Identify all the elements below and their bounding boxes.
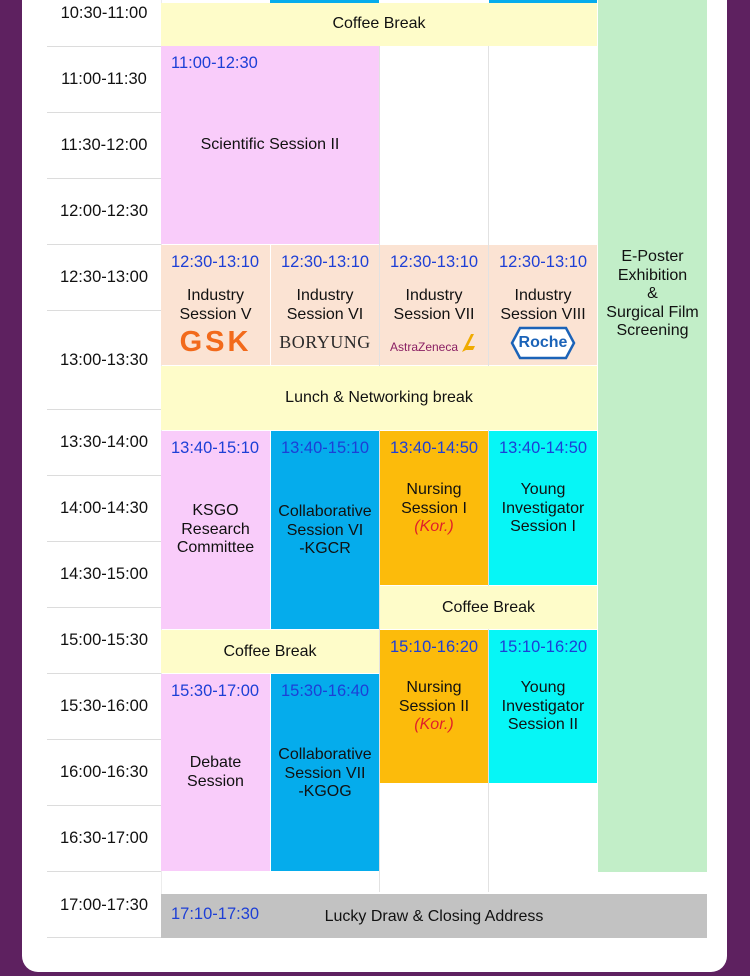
session-time: 12:30-13:10 xyxy=(281,253,370,271)
time-label: 12:00-12:30 xyxy=(59,202,149,220)
row-divider xyxy=(47,244,161,245)
scientific-session-block[interactable] xyxy=(161,46,379,244)
session-time: 12:30-13:10 xyxy=(171,253,260,271)
row-divider xyxy=(47,310,161,311)
session-title-line: Nursing xyxy=(406,679,462,696)
debate-session-block[interactable] xyxy=(161,674,270,871)
time-label: 13:00-13:30 xyxy=(59,351,149,369)
session-title-line: Session VII xyxy=(393,305,475,323)
boryung-logo: BORYUNG xyxy=(279,332,371,352)
young-investigator-session-block[interactable] xyxy=(489,630,597,783)
time-label: 15:00-15:30 xyxy=(59,631,149,649)
row-divider xyxy=(47,541,161,542)
session-title-line: Young xyxy=(520,679,566,696)
time-label: 12:30-13:00 xyxy=(59,268,149,286)
eposter-line: Screening xyxy=(616,322,689,339)
time-label: 10:30-11:00 xyxy=(60,4,148,22)
session-title-line: Session VI xyxy=(286,305,364,323)
astrazeneca-symbol-icon xyxy=(459,332,477,354)
closing-block[interactable] xyxy=(161,894,707,938)
session-title-line: Industry xyxy=(405,287,463,304)
time-label: 11:30-12:00 xyxy=(60,136,148,154)
session-time: 12:30-13:10 xyxy=(390,253,479,271)
session-time: 13:40-14:50 xyxy=(390,439,479,457)
session-time: 15:10-16:20 xyxy=(390,638,479,656)
industry-session-block[interactable] xyxy=(161,245,270,365)
time-label: 17:00-17:30 xyxy=(59,896,149,914)
korean-language-note: (Kor.) xyxy=(414,518,454,535)
row-divider xyxy=(47,409,161,410)
session-time: 12:30-13:10 xyxy=(499,253,588,271)
session-title-line: KSGO xyxy=(192,502,239,519)
nursing-session-block[interactable] xyxy=(380,431,488,585)
session-time: 13:40-15:10 xyxy=(281,439,370,457)
coffee-break-label: Coffee Break xyxy=(223,643,317,660)
session-title-line: Session VIII xyxy=(500,305,586,323)
coffee-break-label: Coffee Break xyxy=(441,599,536,616)
eposter-block[interactable] xyxy=(598,0,707,872)
session-title: Scientific Session II xyxy=(200,136,340,153)
row-divider xyxy=(47,46,161,47)
row-divider xyxy=(47,607,161,608)
coffee-break-label: Coffee Break xyxy=(332,15,426,32)
collaborative-session-block[interactable] xyxy=(271,431,379,629)
row-divider xyxy=(47,178,161,179)
session-title-line: Young xyxy=(520,481,566,498)
nursing-session-block[interactable] xyxy=(380,630,488,783)
young-investigator-session-block[interactable] xyxy=(489,431,597,585)
session-time: 15:10-16:20 xyxy=(499,638,588,656)
session-title-line: Session II xyxy=(398,697,470,715)
astrazeneca-logo: AstraZeneca xyxy=(390,340,459,354)
session-time: 15:30-16:40 xyxy=(281,682,370,700)
eposter-line: Exhibition xyxy=(617,266,688,284)
session-title-line: Nursing xyxy=(406,481,462,498)
gsk-logo: GSK xyxy=(179,326,252,358)
korean-language-note: (Kor.) xyxy=(414,716,454,733)
roche-logo-text: Roche xyxy=(518,334,568,351)
session-title-line: -KGCR xyxy=(299,540,351,557)
session-title-line: Investigator xyxy=(501,499,585,517)
time-label: 14:30-15:00 xyxy=(59,565,149,583)
ksgo-session-block[interactable] xyxy=(161,431,270,629)
session-title-line: Collaborative xyxy=(278,503,372,520)
coffee-break-block[interactable] xyxy=(380,586,597,629)
time-label: 11:00-11:30 xyxy=(61,70,147,88)
session-title-line: Session xyxy=(187,772,244,790)
row-divider xyxy=(47,739,161,740)
session-title-line: Session I xyxy=(510,518,576,535)
time-label: 16:00-16:30 xyxy=(59,763,149,781)
session-time: 11:00-12:30 xyxy=(171,54,258,72)
session-title-line: Collaborative xyxy=(278,746,372,763)
coffee-break-block[interactable] xyxy=(161,3,597,46)
time-label: 14:00-14:30 xyxy=(59,499,149,517)
row-divider xyxy=(47,673,161,674)
row-divider xyxy=(47,937,161,938)
session-title-line: Session I xyxy=(401,499,467,517)
session-title-line: -KGOG xyxy=(298,783,352,800)
row-divider xyxy=(47,475,161,476)
session-title-line: Session VII xyxy=(284,764,366,782)
time-label: 15:30-16:00 xyxy=(59,697,149,715)
session-time: 13:40-14:50 xyxy=(499,439,588,457)
time-label: 16:30-17:00 xyxy=(59,829,149,847)
session-title-line: Research xyxy=(181,520,250,538)
session-title-line: Industry xyxy=(514,287,572,304)
session-title-line: Industry xyxy=(187,287,244,304)
row-divider xyxy=(47,871,161,872)
eposter-line: Surgical Film xyxy=(606,303,699,321)
eposter-line: E-Poster xyxy=(621,248,684,265)
lunch-block[interactable] xyxy=(161,366,597,430)
session-title-line: Investigator xyxy=(501,697,585,715)
industry-session-block[interactable] xyxy=(380,245,488,365)
collaborative-session-block[interactable] xyxy=(271,674,379,871)
session-title-line: Debate xyxy=(189,754,242,771)
session-title-line: Session V xyxy=(179,305,252,323)
industry-session-block[interactable] xyxy=(489,245,597,365)
session-title-line: Industry xyxy=(296,287,354,304)
lunch-label: Lunch & Networking break xyxy=(285,389,473,406)
row-divider xyxy=(47,112,161,113)
industry-session-block[interactable] xyxy=(271,245,379,365)
eposter-line: & xyxy=(647,285,658,302)
row-divider xyxy=(47,805,161,806)
session-title-line: Session II xyxy=(507,716,579,733)
closing-title: Lucky Draw & Closing Address xyxy=(324,908,544,925)
coffee-break-block[interactable] xyxy=(161,630,379,673)
session-time: 17:10-17:30 xyxy=(171,905,260,923)
time-label: 13:30-14:00 xyxy=(59,433,149,451)
session-title-line: Committee xyxy=(176,539,255,556)
session-time: 13:40-15:10 xyxy=(171,439,260,457)
session-time: 15:30-17:00 xyxy=(171,682,260,700)
session-title-line: Session VI xyxy=(286,521,364,539)
